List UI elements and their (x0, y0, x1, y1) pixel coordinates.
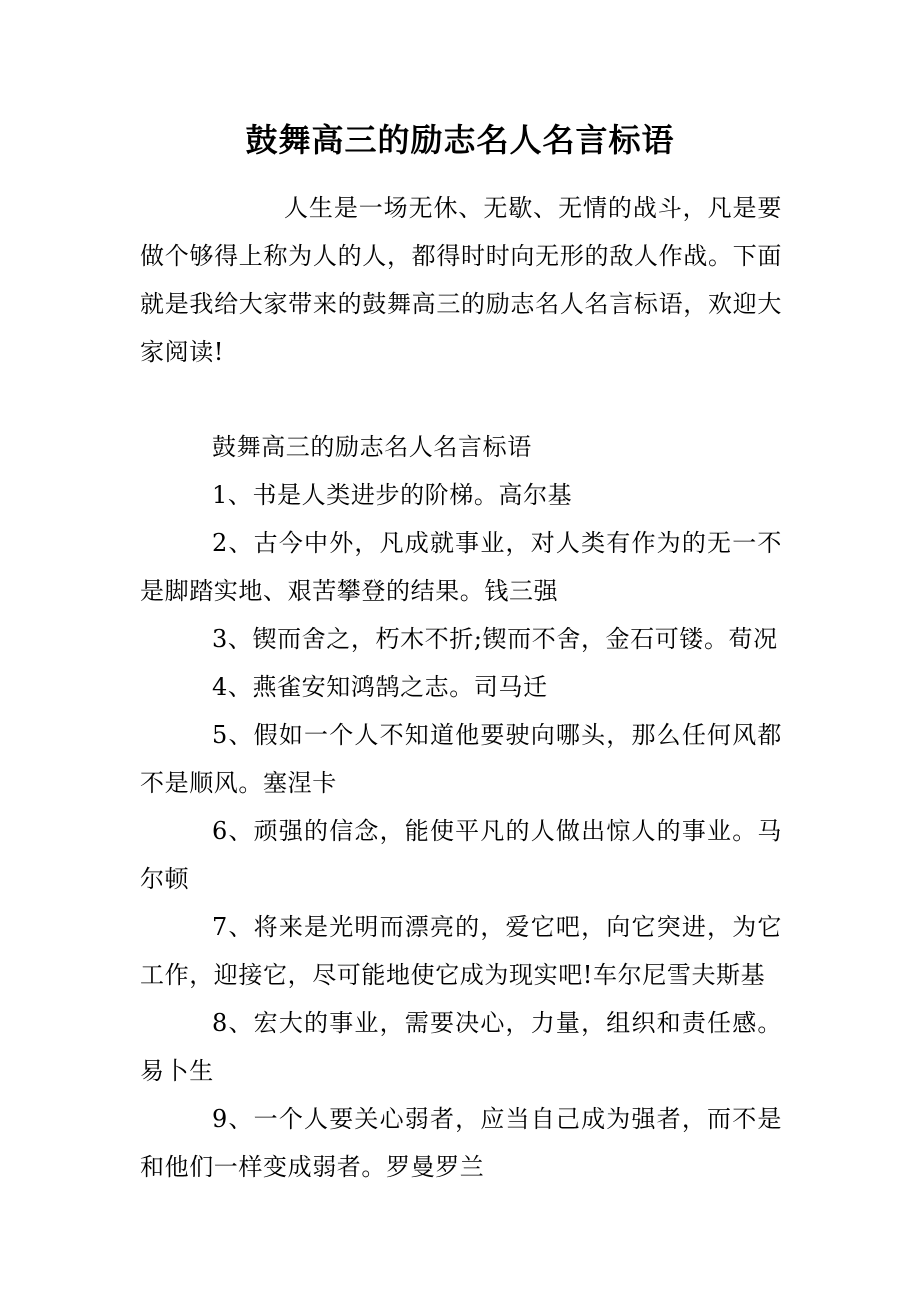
quote-item: 4、燕雀安知鸿鹄之志。司马迁 (212, 673, 548, 701)
quote-item: 1、书是人类进步的阶梯。高尔基 (212, 481, 573, 509)
document-title: 鼓舞高三的励志名人名言标语 (245, 121, 675, 159)
intro-paragraph: 人生是一场无休、无歇、无情的战斗，凡是要做个够得上称为人的人，都得时时向无形的敌人作战。下面就是我给大家带来的鼓舞高三的励志名人名言标语，欢迎大家阅读! (140, 194, 782, 366)
quote-item: 8、宏大的事业，需要决心，力量，组织和责任感。易卜生 (140, 1009, 782, 1085)
quote-item: 7、将来是光明而漂亮的，爱它吧，向它突进，为它工作，迎接它，尽可能地使它成为现实吧!车尔尼雪夫斯基 (140, 913, 782, 989)
quote-item: 5、假如一个人不知道他要驶向哪头，那么任何风都不是顺风。塞涅卡 (140, 721, 782, 797)
quote-item: 3、锲而舍之，朽木不折;锲而不舍，金石可镂。荀况 (212, 625, 778, 653)
quote-item: 2、古今中外，凡成就事业，对人类有作为的无一不是脚踏实地、艰苦攀登的结果。钱三强 (140, 529, 782, 605)
quote-item: 6、顽强的信念，能使平凡的人做出惊人的事业。马尔顿 (140, 817, 782, 893)
section-heading: 鼓舞高三的励志名人名言标语 (212, 433, 532, 461)
quote-item: 9、一个人要关心弱者，应当自己成为强者，而不是和他们一样变成弱者。罗曼罗兰 (140, 1105, 782, 1181)
quotes-section (140, 423, 782, 1191)
